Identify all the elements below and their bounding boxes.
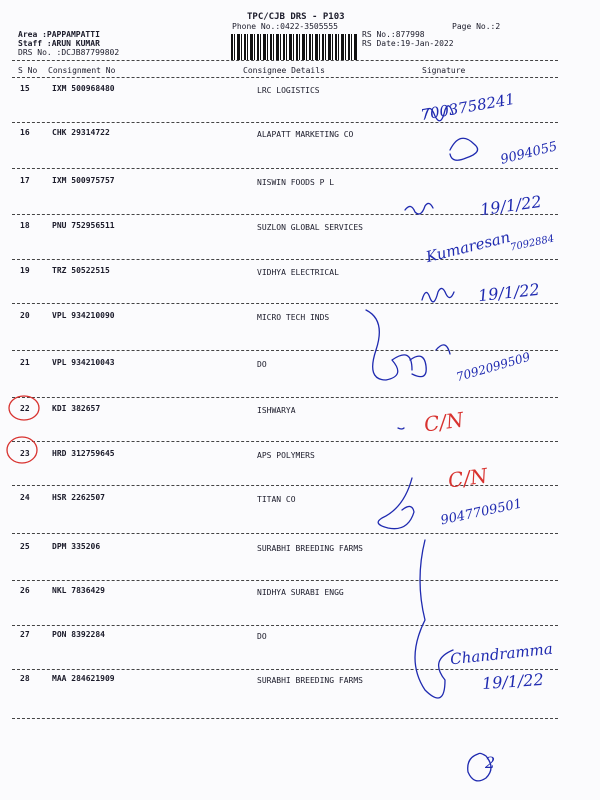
row-divider xyxy=(12,214,558,215)
row-sno: 21 xyxy=(20,358,30,367)
signature-24: 9047709501 xyxy=(439,496,524,529)
scribble-16 xyxy=(450,138,478,160)
row-consignee: TITAN CO xyxy=(257,495,296,504)
row-consignee: MICRO TECH INDS xyxy=(257,313,330,322)
rs-date: RS Date:19-Jan-2022 xyxy=(362,39,454,48)
row-consignment-no: TRZ 50522515 xyxy=(52,266,110,275)
row-consignment-no: PNU 752956511 xyxy=(52,221,115,230)
area-label: Area :PAPPAMPATTI xyxy=(18,30,100,39)
row-sno: 24 xyxy=(20,493,30,502)
row-consignee: SURABHI BREEDING FARMS xyxy=(257,544,363,553)
row-consignee: VIDHYA ELECTRICAL xyxy=(257,268,339,277)
col-header-consignment: Consignment No xyxy=(48,66,116,75)
row-divider xyxy=(12,718,558,719)
col-header-sno: S No xyxy=(18,66,38,75)
row-divider xyxy=(12,168,558,169)
sheet-title: TPC/CJB DRS - P103 xyxy=(247,12,345,22)
row-divider xyxy=(12,441,558,442)
row-sno: 28 xyxy=(20,674,30,683)
signature-21: 7092099509 xyxy=(454,349,532,385)
divider xyxy=(12,60,558,61)
rs-number: RS No.:877998 xyxy=(362,30,425,39)
row-consignee: LRC LOGISTICS xyxy=(257,86,320,95)
row-sno: 20 xyxy=(20,311,30,320)
col-header-consignee: Consignee Details xyxy=(243,66,325,75)
row-consignment-no: IXM 500968480 xyxy=(52,84,115,93)
row-sno: 27 xyxy=(20,630,30,639)
signature-18-name: Kumaresan xyxy=(424,227,512,267)
row-sno: 22 xyxy=(20,404,30,413)
row-divider xyxy=(12,669,558,670)
row-sno: 19 xyxy=(20,266,30,275)
signature-25-28-line xyxy=(415,540,453,698)
signature-17: 19/1/22 xyxy=(478,191,543,220)
row-divider xyxy=(12,580,558,581)
signature-15: 7003758241 xyxy=(419,89,517,125)
row-consignee: SURABHI BREEDING FARMS xyxy=(257,676,363,685)
phone-number: Phone No.:0422-3505555 xyxy=(232,22,338,31)
row-consignee: NISWIN FOODS P L xyxy=(257,178,335,187)
status-cn-22: C/N xyxy=(422,407,466,437)
signature-18-phone: 7092884 xyxy=(509,233,556,254)
row-consignee: SUZLON GLOBAL SERVICES xyxy=(257,223,363,232)
row-consignee: ALAPATT MARKETING CO xyxy=(257,130,354,139)
barcode xyxy=(231,34,357,60)
signature-28-name: Chandramma xyxy=(449,639,554,669)
row-sno: 16 xyxy=(20,128,30,137)
signature-28-date: 19/1/22 xyxy=(481,669,545,694)
page-mark: 2 xyxy=(485,753,496,772)
row-consignment-no: MAA 284621909 xyxy=(52,674,115,683)
row-consignment-no: NKL 7836429 xyxy=(52,586,105,595)
row-sno: 18 xyxy=(20,221,30,230)
row-divider xyxy=(12,303,558,304)
status-cn-24: C/N xyxy=(446,463,490,493)
row-sno: 26 xyxy=(20,586,30,595)
signature-21-stroke xyxy=(366,310,412,380)
page-number: Page No.:2 xyxy=(452,22,501,31)
scribble-19 xyxy=(422,288,454,301)
row-divider xyxy=(12,625,558,626)
dot-22 xyxy=(398,428,404,429)
row-divider xyxy=(12,350,558,351)
staff-label: Staff :ARUN KUMAR xyxy=(18,39,100,48)
col-header-signature: Signature xyxy=(422,66,466,75)
signature-16: 9094055 xyxy=(499,139,559,168)
row-consignment-no: HRD 312759645 xyxy=(52,449,115,458)
row-consignee: ISHWARYA xyxy=(257,406,296,415)
row-divider xyxy=(12,259,558,260)
row-sno: 17 xyxy=(20,176,30,185)
row-sno: 15 xyxy=(20,84,30,93)
row-consignment-no: VPL 934210043 xyxy=(52,358,115,367)
row-consignment-no: CHK 29314722 xyxy=(52,128,110,137)
row-consignment-no: HSR 2262507 xyxy=(52,493,105,502)
row-consignment-no: PON 8392284 xyxy=(52,630,105,639)
row-divider xyxy=(12,397,558,398)
row-sno: 23 xyxy=(20,449,30,458)
divider xyxy=(12,77,558,78)
row-consignee: DO xyxy=(257,360,267,369)
row-consignment-no: DPM 335206 xyxy=(52,542,101,551)
scribble-17 xyxy=(405,203,433,214)
row-consignment-no: VPL 934210090 xyxy=(52,311,115,320)
row-consignee: DO xyxy=(257,632,267,641)
row-sno: 25 xyxy=(20,542,30,551)
row-consignee: APS POLYMERS xyxy=(257,451,315,460)
row-consignment-no: KDI 382657 xyxy=(52,404,101,413)
row-consignee: NIDHYA SURABI ENGG xyxy=(257,588,344,597)
row-divider xyxy=(12,533,558,534)
row-divider xyxy=(12,122,558,123)
signature-19: 19/1/22 xyxy=(477,279,541,306)
drs-number: DRS No. :DCJB87799802 xyxy=(18,48,120,57)
row-consignment-no: IXM 500975757 xyxy=(52,176,115,185)
